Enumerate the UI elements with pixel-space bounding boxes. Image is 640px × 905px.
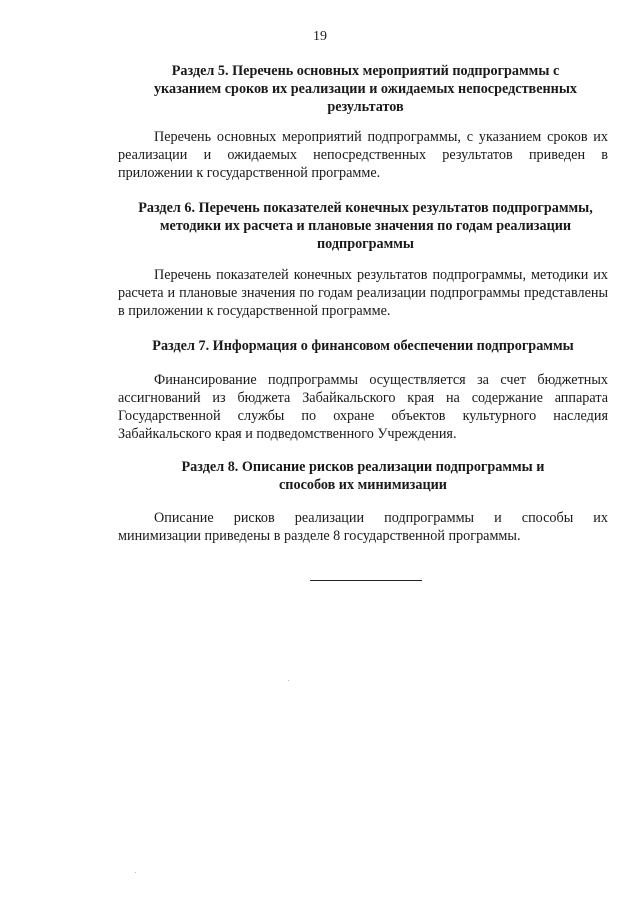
section-8-body-line2: минимизации приведены в разделе 8 государственной программы. — [118, 528, 521, 544]
section-6-body: Перечень показателей конечных результатов подпрограммы, методики их расчета и плановые значения по годам реализации подпрограммы представлены в приложении к государственной программе. — [118, 267, 608, 319]
page-number: 19 — [313, 29, 327, 44]
scan-speck — [288, 680, 289, 681]
section-7-body: Финансирование подпрограммы осуществляется за счет бюджетных ассигнований из бюджета Забайкальского края на содержание аппарата Государственной службы по охране объектов культурного наследия Забайкальского края и подведомственного Учреждения. — [118, 372, 608, 442]
section-5-heading: Раздел 5. Перечень основных мероприятий подпрограммы с указанием сроков их реализации и ожидаемых непосредственных результатов — [153, 63, 578, 115]
separator-line — [310, 580, 422, 581]
section-8-body-line1: Описание рисков реализации подпрограммы и способы их — [154, 510, 608, 526]
section-8-heading: Раздел 8. Описание рисков реализации подпрограммы и способов их минимизации — [181, 459, 545, 493]
scan-speck — [135, 872, 136, 873]
section-5-body: Перечень основных мероприятий подпрограммы, с указанием сроков их реализации и ожидаемых непосредственных результатов приведен в приложении к государственной программе. — [118, 129, 608, 181]
section-7-heading: Раздел 7. Информация о финансовом обеспечении подпрограммы — [152, 338, 574, 354]
section-6-heading: Раздел 6. Перечень показателей конечных результатов подпрограммы, методики их расчета и плановые значения по годам реализации подпрограммы — [138, 200, 593, 252]
